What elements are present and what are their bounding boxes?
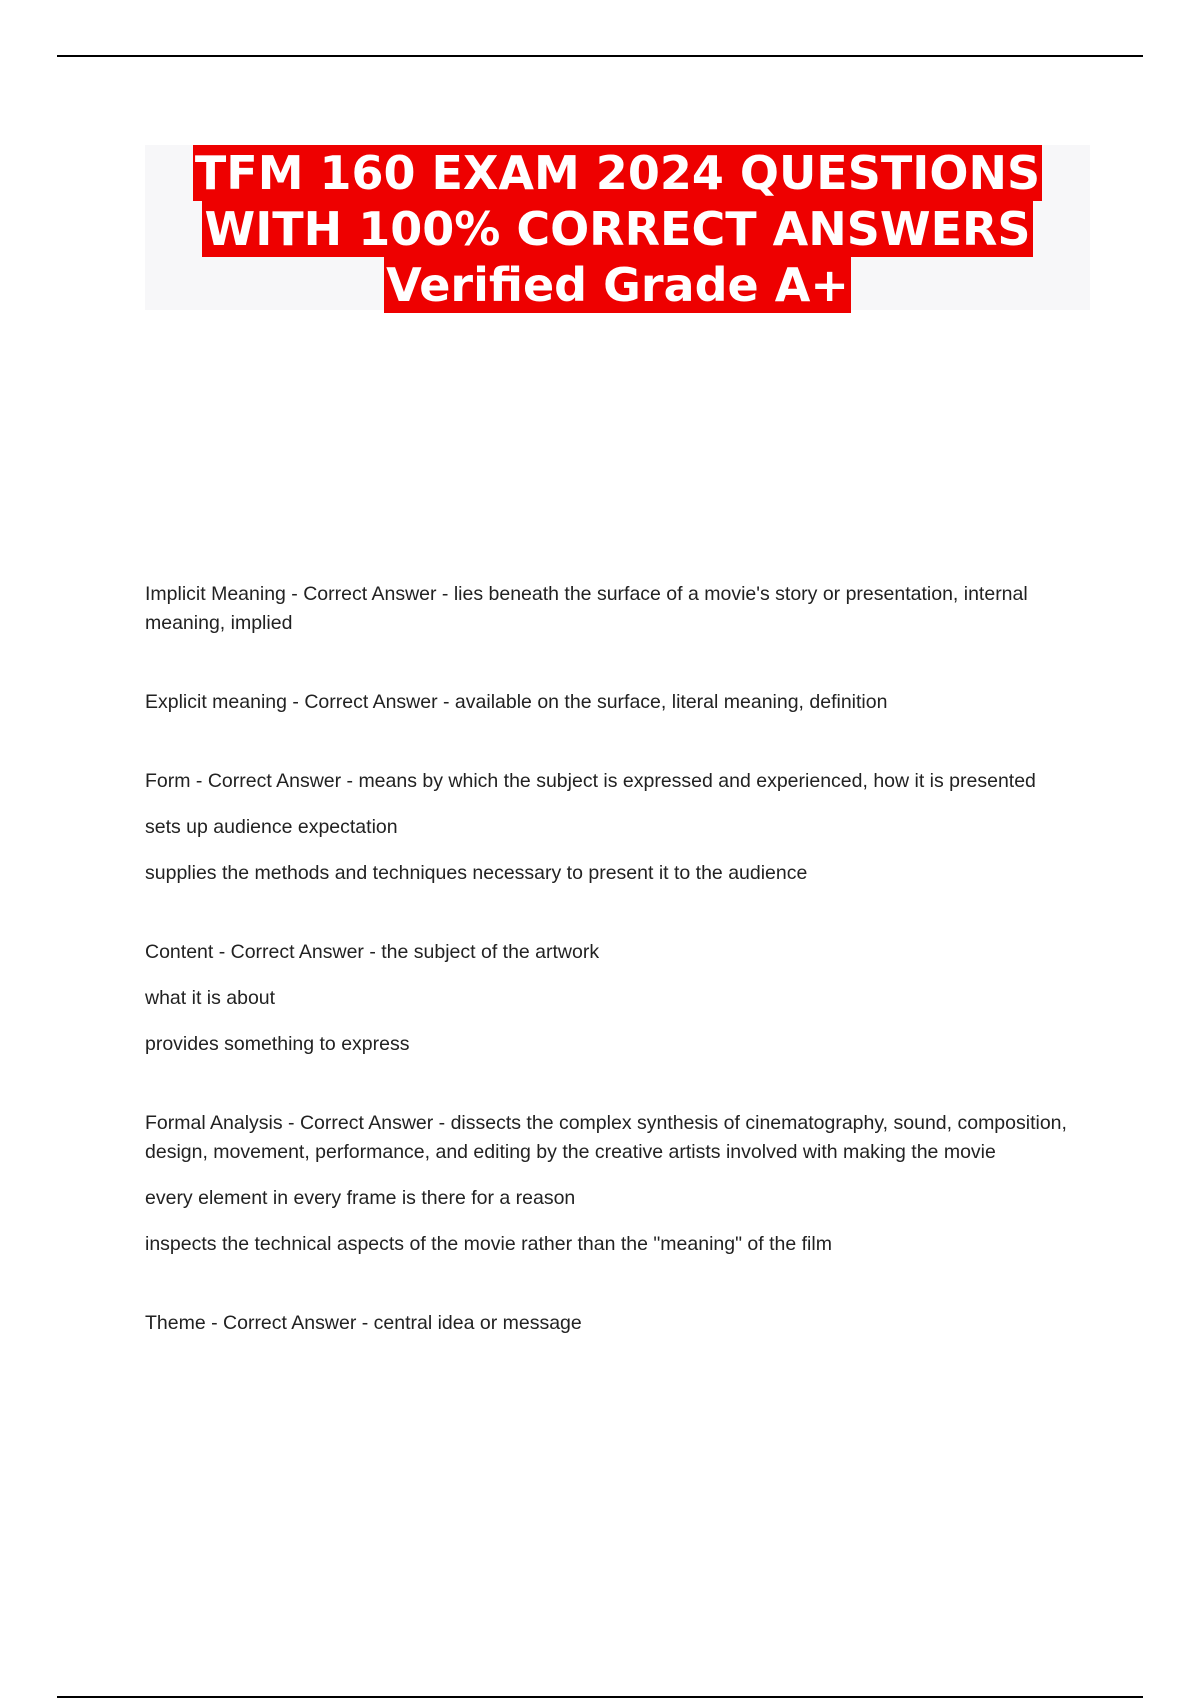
- entry-text: provides something to express: [145, 1033, 410, 1055]
- entry-text: Form - Correct Answer - means by which the subject is expressed and experienced, how it is presented: [145, 770, 1036, 792]
- entry-explicit-meaning: [145, 688, 1085, 717]
- entry-text: Content - Correct Answer - the subject of the artwork: [145, 941, 600, 963]
- entry-text: Formal Analysis - Correct Answer - dissects the complex synthesis of cinematography, sound, composition, design, movement, performance, and editing by the creative artists involved with making the movie: [145, 1112, 1067, 1163]
- entry-theme: [145, 1309, 1085, 1338]
- entry-text: sets up audience expectation: [145, 816, 398, 838]
- document-title: [145, 145, 1090, 310]
- title-line-3: Verified Grade A+: [386, 258, 849, 312]
- entry-text: Explicit meaning - Correct Answer - available on the surface, literal meaning, definition: [145, 691, 888, 713]
- flashcard-list: [145, 580, 1085, 1388]
- bottom-rule: [57, 1696, 1143, 1698]
- title-line-2: WITH 100% CORRECT ANSWERS: [204, 202, 1031, 256]
- entry-text: inspects the technical aspects of the movie rather than the "meaning" of the film: [145, 1233, 832, 1255]
- title-line-1: TFM 160 EXAM 2024 QUESTIONS: [194, 146, 1041, 200]
- entry-content: [145, 938, 1085, 1059]
- entry-text: supplies the methods and techniques necessary to present it to the audience: [145, 862, 808, 884]
- entry-implicit-meaning: [145, 580, 1085, 638]
- entry-formal-analysis: [145, 1109, 1085, 1259]
- entry-text: every element in every frame is there for a reason: [145, 1187, 576, 1209]
- entry-form: [145, 767, 1085, 888]
- top-rule: [57, 55, 1143, 57]
- entry-text: what it is about: [145, 987, 276, 1009]
- entry-text: Implicit Meaning - Correct Answer - lies beneath the surface of a movie's story or presentation, internal meaning, implied: [145, 583, 1028, 634]
- entry-text: Theme - Correct Answer - central idea or message: [145, 1312, 582, 1334]
